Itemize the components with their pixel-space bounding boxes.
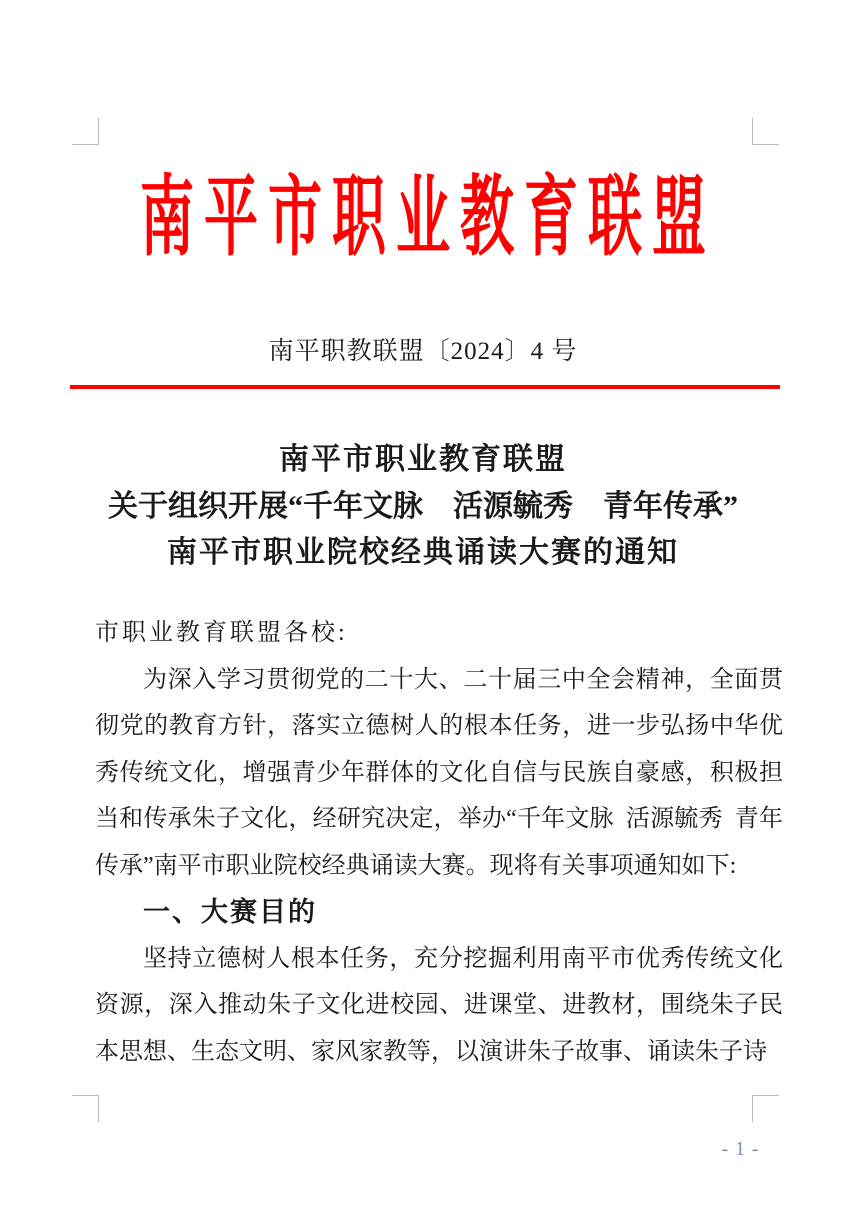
text-boundary-mark-bottom-right bbox=[752, 1095, 779, 1122]
section-heading-1: 一、大赛目的 bbox=[143, 897, 317, 927]
page-number-dash-left: - bbox=[721, 1139, 728, 1160]
title-line-3: 南平市职业院校经典诵读大赛的通知 bbox=[167, 536, 679, 569]
red-divider-line bbox=[70, 385, 780, 389]
salutation: 市职业教育联盟各校: bbox=[95, 620, 348, 646]
document-reference-number: 南平职教联盟〔2024〕4 号 bbox=[268, 338, 578, 365]
text-boundary-mark-bottom-left bbox=[72, 1095, 99, 1122]
page-number bbox=[700, 1138, 780, 1161]
title-line-1: 南平市职业教育联盟 bbox=[279, 443, 567, 476]
body-paragraph-1: 为深入学习贯彻党的二十大、二十届三中全会精神，全面贯彻党的教育方针，落实立德树人的根本任务，进一步弘扬中华优秀传统文化，增强青少年群体的文化自信与民族自豪感，积极担当和传承朱子文化，经研究决定，举办“千年文脉 活源毓秀 青年传承”南平市职业院校经典诵读大赛。现将有关事项通知如下: bbox=[95, 666, 783, 879]
document-title bbox=[0, 437, 846, 577]
body-paragraph-2: 坚持立德树人根本任务，充分挖掘利用南平市优秀传统文化资源，深入推动朱子文化进校园、进课堂、进教材，围绕朱子民本思想、生态文明、家风家教等，以演讲朱子故事、诵读朱子诗 bbox=[95, 945, 783, 1065]
title-line-2: 关于组织开展“千年文脉 活源毓秀 青年传承” bbox=[108, 489, 738, 523]
document-body bbox=[95, 610, 783, 1075]
page-number-value: 1 bbox=[735, 1138, 745, 1160]
page-number-dash-right: - bbox=[752, 1139, 759, 1160]
letterhead-org-name: 南平市职业教育联盟 bbox=[140, 169, 716, 267]
